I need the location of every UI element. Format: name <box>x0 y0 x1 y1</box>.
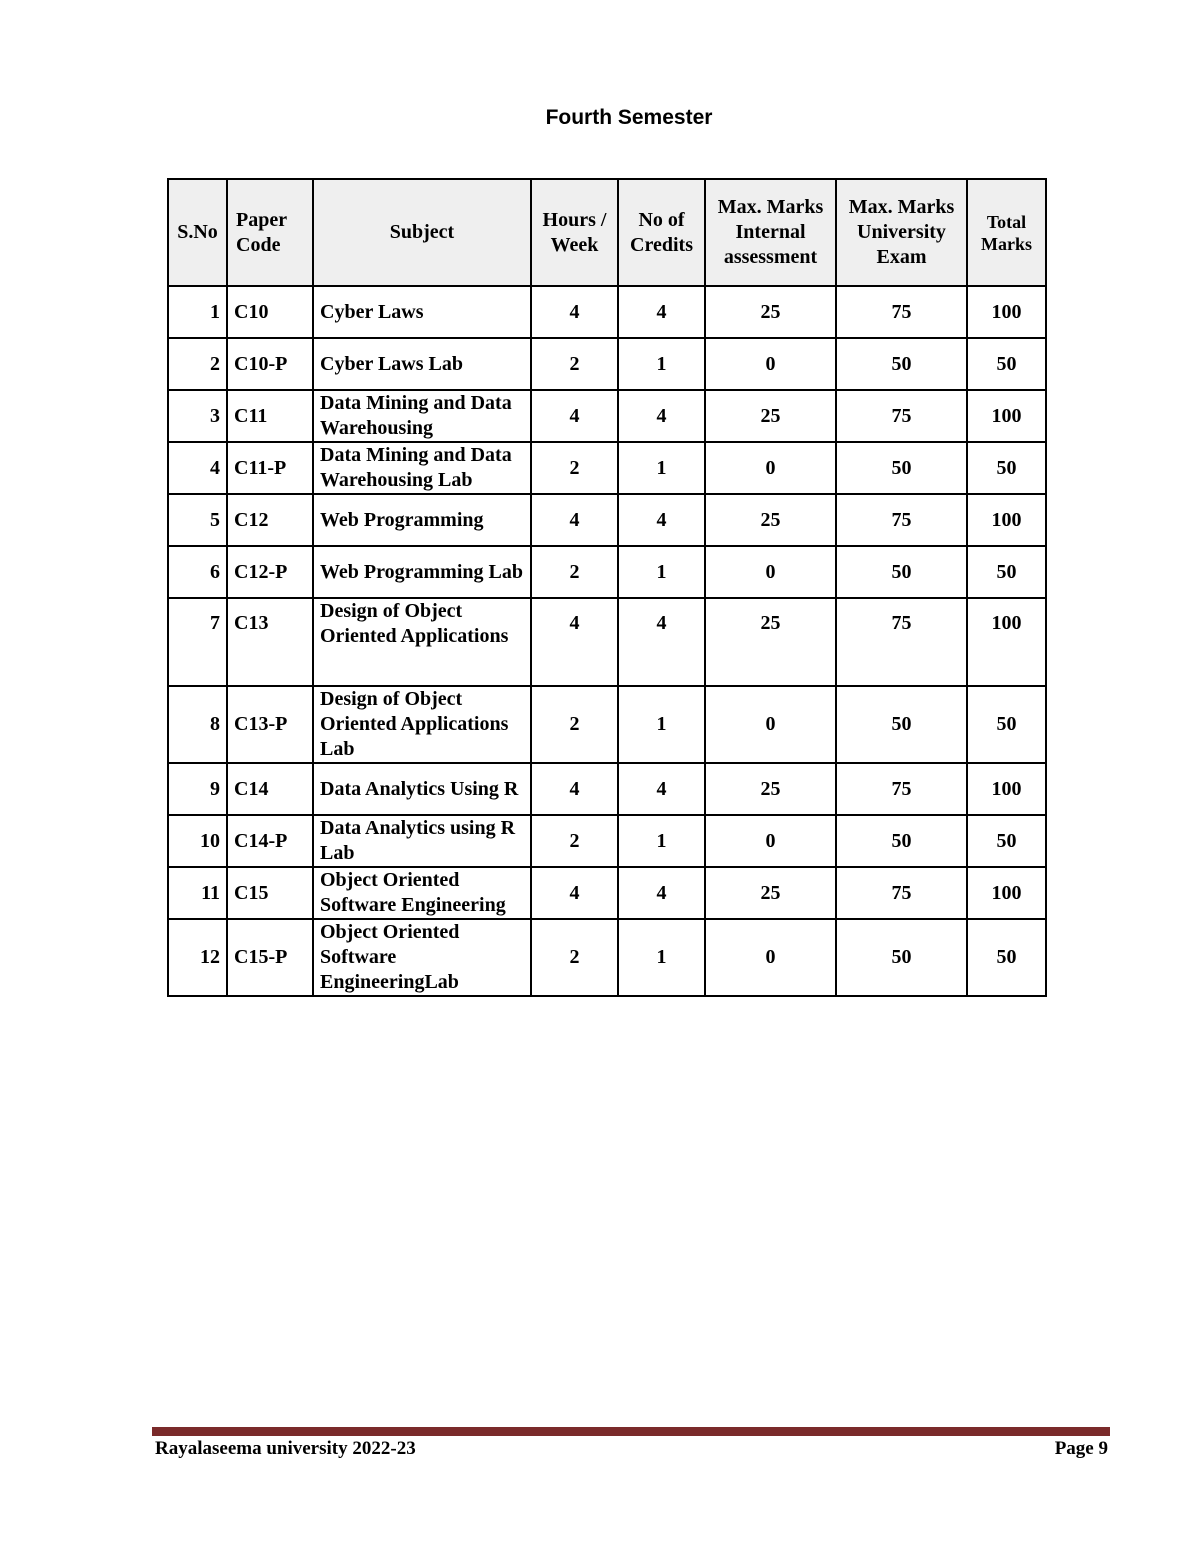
cell-total-marks: 100 <box>967 494 1046 546</box>
cell-university-marks: 75 <box>836 598 967 686</box>
cell-hours: 2 <box>531 919 618 996</box>
table-row <box>168 494 1046 546</box>
cell-credits: 4 <box>618 494 705 546</box>
cell-hours: 4 <box>531 390 618 442</box>
cell-sno: 1 <box>168 286 227 338</box>
header-total-marks: Total Marks <box>967 179 1046 286</box>
cell-paper-code: C12-P <box>227 546 313 598</box>
cell-internal-marks: 25 <box>705 286 836 338</box>
cell-total-marks: 50 <box>967 815 1046 867</box>
cell-hours: 2 <box>531 546 618 598</box>
cell-sno: 3 <box>168 390 227 442</box>
table-row <box>168 390 1046 442</box>
cell-university-marks: 50 <box>836 815 967 867</box>
cell-internal-marks: 0 <box>705 686 836 763</box>
cell-internal-marks: 0 <box>705 919 836 996</box>
table-row <box>168 919 1046 996</box>
footer-rule <box>152 1427 1110 1436</box>
cell-university-marks: 75 <box>836 390 967 442</box>
cell-sno: 5 <box>168 494 227 546</box>
cell-credits: 1 <box>618 919 705 996</box>
cell-sno: 9 <box>168 763 227 815</box>
cell-university-marks: 75 <box>836 494 967 546</box>
cell-internal-marks: 25 <box>705 763 836 815</box>
cell-paper-code: C12 <box>227 494 313 546</box>
cell-paper-code: C15 <box>227 867 313 919</box>
table-row <box>168 442 1046 494</box>
cell-total-marks: 100 <box>967 763 1046 815</box>
cell-subject: Web Programming Lab <box>313 546 531 598</box>
cell-internal-marks: 0 <box>705 815 836 867</box>
cell-total-marks: 100 <box>967 598 1046 686</box>
cell-credits: 1 <box>618 338 705 390</box>
cell-total-marks: 50 <box>967 338 1046 390</box>
cell-university-marks: 75 <box>836 763 967 815</box>
table-row <box>168 686 1046 763</box>
cell-paper-code: C13 <box>227 598 313 686</box>
cell-sno: 11 <box>168 867 227 919</box>
cell-internal-marks: 25 <box>705 867 836 919</box>
cell-university-marks: 50 <box>836 919 967 996</box>
cell-subject: Web Programming <box>313 494 531 546</box>
cell-total-marks: 100 <box>967 867 1046 919</box>
cell-subject: Object Oriented Software Engineering <box>313 867 531 919</box>
cell-sno: 4 <box>168 442 227 494</box>
cell-credits: 4 <box>618 390 705 442</box>
table-row <box>168 763 1046 815</box>
header-university-marks: Max. Marks University Exam <box>836 179 967 286</box>
cell-hours: 2 <box>531 442 618 494</box>
cell-sno: 6 <box>168 546 227 598</box>
table-row <box>168 546 1046 598</box>
cell-university-marks: 50 <box>836 442 967 494</box>
cell-subject: Data Analytics Using R <box>313 763 531 815</box>
cell-hours: 2 <box>531 686 618 763</box>
cell-sno: 2 <box>168 338 227 390</box>
cell-hours: 2 <box>531 815 618 867</box>
cell-university-marks: 75 <box>836 867 967 919</box>
cell-paper-code: C11-P <box>227 442 313 494</box>
cell-sno: 8 <box>168 686 227 763</box>
cell-paper-code: C11 <box>227 390 313 442</box>
cell-credits: 4 <box>618 763 705 815</box>
cell-total-marks: 100 <box>967 286 1046 338</box>
cell-sno: 12 <box>168 919 227 996</box>
cell-total-marks: 50 <box>967 546 1046 598</box>
header-hours-week: Hours / Week <box>531 179 618 286</box>
cell-internal-marks: 25 <box>705 598 836 686</box>
page-title: Fourth Semester <box>545 106 713 129</box>
cell-subject: Data Mining and Data Warehousing <box>313 390 531 442</box>
table-row <box>168 598 1046 686</box>
cell-internal-marks: 0 <box>705 442 836 494</box>
cell-credits: 4 <box>618 598 705 686</box>
cell-subject: Design of Object Oriented Applications <box>313 598 531 686</box>
cell-total-marks: 100 <box>967 390 1046 442</box>
cell-credits: 1 <box>618 686 705 763</box>
table-row <box>168 338 1046 390</box>
cell-hours: 4 <box>531 763 618 815</box>
cell-sno: 7 <box>168 598 227 686</box>
footer-university: Rayalaseema university 2022-23 <box>155 1438 416 1459</box>
footer-page-number: Page 9 <box>1054 1438 1108 1459</box>
header-credits: No of Credits <box>618 179 705 286</box>
cell-internal-marks: 0 <box>705 546 836 598</box>
cell-hours: 4 <box>531 286 618 338</box>
cell-university-marks: 75 <box>836 286 967 338</box>
cell-subject: Cyber Laws <box>313 286 531 338</box>
cell-total-marks: 50 <box>967 686 1046 763</box>
cell-university-marks: 50 <box>836 338 967 390</box>
cell-university-marks: 50 <box>836 686 967 763</box>
cell-total-marks: 50 <box>967 442 1046 494</box>
cell-credits: 1 <box>618 546 705 598</box>
cell-subject: Design of Object Oriented Applications Lab <box>313 686 531 763</box>
table-row <box>168 867 1046 919</box>
semester-table <box>167 178 1047 997</box>
cell-paper-code: C15-P <box>227 919 313 996</box>
cell-hours: 2 <box>531 338 618 390</box>
cell-subject: Data Analytics using R Lab <box>313 815 531 867</box>
cell-paper-code: C10 <box>227 286 313 338</box>
cell-subject: Cyber Laws Lab <box>313 338 531 390</box>
cell-total-marks: 50 <box>967 919 1046 996</box>
cell-paper-code: C14-P <box>227 815 313 867</box>
cell-hours: 4 <box>531 867 618 919</box>
cell-subject: Data Mining and Data Warehousing Lab <box>313 442 531 494</box>
table-row <box>168 286 1046 338</box>
cell-sno: 10 <box>168 815 227 867</box>
header-internal-marks: Max. Marks Internal assessment <box>705 179 836 286</box>
cell-credits: 1 <box>618 442 705 494</box>
table-header-row <box>168 179 1046 286</box>
header-paper-code: Paper Code <box>227 179 313 286</box>
cell-hours: 4 <box>531 494 618 546</box>
table-row <box>168 815 1046 867</box>
cell-hours: 4 <box>531 598 618 686</box>
cell-university-marks: 50 <box>836 546 967 598</box>
header-subject: Subject <box>313 179 531 286</box>
cell-internal-marks: 25 <box>705 494 836 546</box>
cell-paper-code: C14 <box>227 763 313 815</box>
cell-paper-code: C13-P <box>227 686 313 763</box>
cell-credits: 4 <box>618 867 705 919</box>
cell-paper-code: C10-P <box>227 338 313 390</box>
cell-internal-marks: 0 <box>705 338 836 390</box>
header-sno: S.No <box>168 179 227 286</box>
cell-internal-marks: 25 <box>705 390 836 442</box>
cell-credits: 4 <box>618 286 705 338</box>
cell-subject: Object Oriented Software EngineeringLab <box>313 919 531 996</box>
cell-credits: 1 <box>618 815 705 867</box>
